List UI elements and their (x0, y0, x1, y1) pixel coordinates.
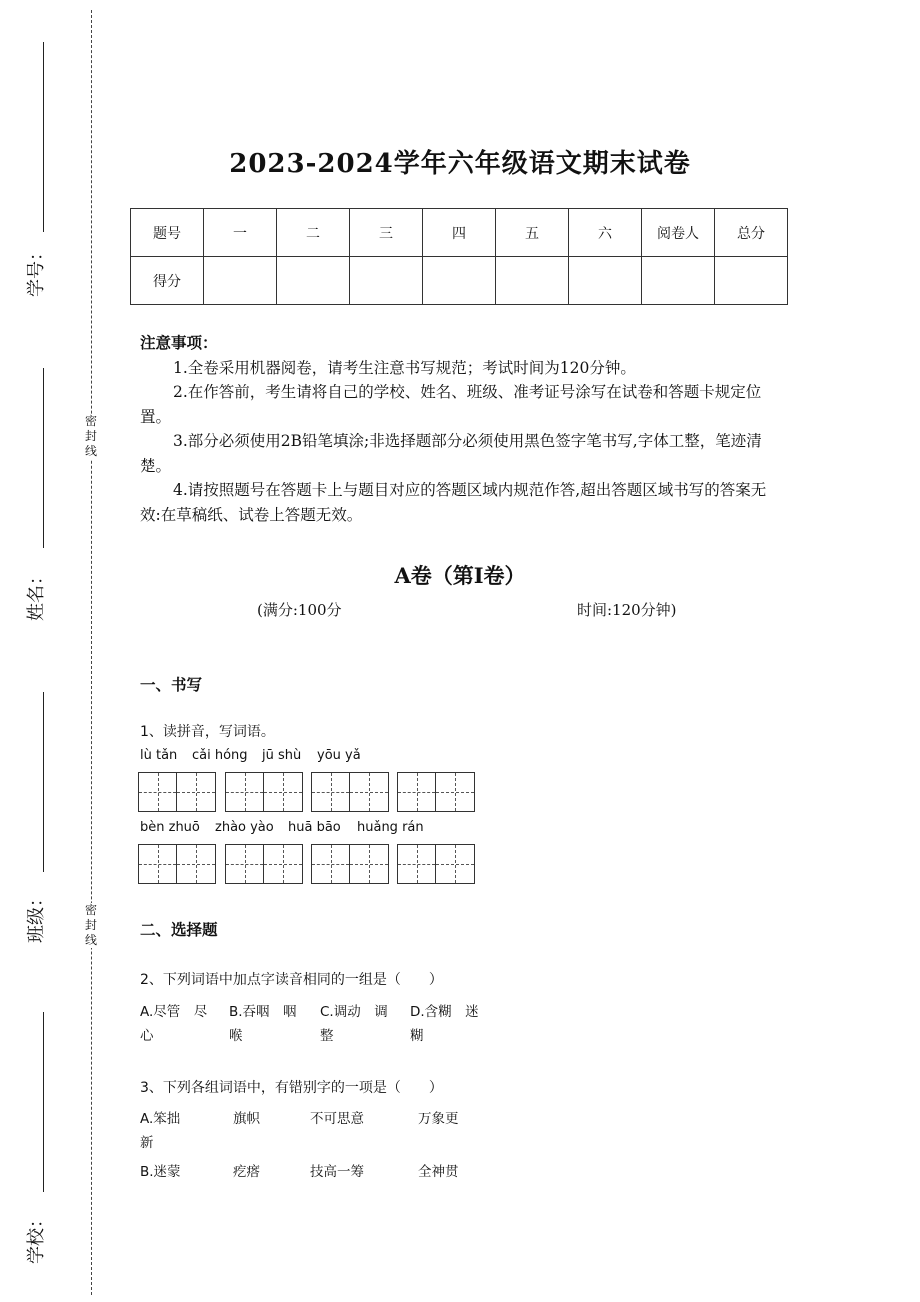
option-text: 万象更 (418, 1111, 459, 1127)
question-2: 2、下列词语中加点字读音相同的一组是（ ） (140, 972, 443, 988)
option-d-line2: 糊 (410, 1028, 424, 1044)
writing-cell[interactable] (264, 845, 302, 883)
option-text: 疙瘩 (233, 1164, 260, 1180)
section-title: 一、书写 (140, 675, 203, 694)
writing-grid[interactable] (138, 772, 216, 812)
score-table (130, 208, 788, 305)
writing-cell[interactable] (312, 845, 350, 883)
writing-cell[interactable] (177, 845, 215, 883)
option-text: B.迷蒙 (140, 1164, 181, 1180)
volume-title: A卷（第Ⅰ卷） (394, 563, 526, 588)
pinyin: lù tǎn (140, 748, 178, 763)
writing-cell[interactable] (350, 773, 388, 811)
writing-cell[interactable] (312, 773, 350, 811)
pinyin: yōu yǎ (317, 748, 361, 763)
seal-text-top: 密封线 (82, 414, 100, 459)
writing-cell[interactable] (139, 845, 177, 883)
name-label: 姓名： (26, 567, 47, 621)
score-cell[interactable] (642, 257, 715, 305)
score-cell[interactable] (715, 257, 788, 305)
writing-cell[interactable] (398, 845, 436, 883)
option-text: A.笨拙 (140, 1111, 181, 1127)
writing-grid[interactable] (138, 844, 216, 884)
score-table-header-row (131, 209, 788, 257)
score-table-score-row (131, 257, 788, 305)
table-cell: 六 (569, 209, 642, 257)
question-3: 3、下列各组词语中，有错别字的一项是（ ） (140, 1080, 443, 1096)
writing-grid[interactable] (311, 772, 389, 812)
pinyin: jū shù (262, 748, 302, 763)
student-id-line (43, 42, 44, 232)
writing-cell[interactable] (350, 845, 388, 883)
option-b-line1: B.吞咽 咽 (229, 1004, 297, 1020)
writing-cell[interactable] (226, 845, 264, 883)
score-cell[interactable] (496, 257, 569, 305)
option-text: 新 (140, 1135, 154, 1151)
school-label: 学校： (26, 1210, 47, 1264)
option-text: 技高一筹 (310, 1164, 364, 1180)
writing-grid[interactable] (311, 844, 389, 884)
exam-time: 时间:120分钟) (577, 601, 677, 619)
score-cell[interactable] (277, 257, 350, 305)
writing-cell[interactable] (226, 773, 264, 811)
pinyin: bèn zhuō (140, 820, 200, 835)
score-cell[interactable] (204, 257, 277, 305)
writing-cell[interactable] (177, 773, 215, 811)
binding-dashed-line (91, 10, 92, 1295)
class-line (43, 692, 44, 872)
table-cell: 一 (204, 209, 277, 257)
seal-text-bottom: 密封线 (82, 903, 100, 948)
table-cell: 三 (350, 209, 423, 257)
table-cell: 题号 (131, 209, 204, 257)
notice-item: 1.全卷采用机器阅卷，请考生注意书写规范；考试时间为120分钟。 (173, 358, 636, 377)
option-d-line1: D.含糊 迷 (410, 1004, 479, 1020)
option-text: 不可思意 (310, 1111, 364, 1127)
table-cell: 总分 (715, 209, 788, 257)
class-label: 班级： (26, 889, 47, 943)
score-cell[interactable] (423, 257, 496, 305)
option-c-line1: C.调动 调 (320, 1004, 388, 1020)
notice-item: 3.部分必须使用2B铅笔填涂;非选择题部分必须使用黑色签字笔书写,字体工整，笔迹清楚。 (140, 432, 762, 475)
exam-title: 2023-2024学年六年级语文期末试卷 (229, 149, 691, 179)
writing-cell[interactable] (398, 773, 436, 811)
pinyin: huǎng rán (357, 820, 424, 835)
question-1: 1、读拼音，写词语。 (140, 724, 275, 740)
student-id-label: 学号： (26, 243, 47, 297)
table-cell: 四 (423, 209, 496, 257)
writing-cell[interactable] (436, 845, 474, 883)
notice-heading: 注意事项： (140, 333, 218, 352)
school-line (43, 1012, 44, 1192)
option-b-line2: 喉 (229, 1028, 243, 1044)
table-cell: 五 (496, 209, 569, 257)
table-cell: 二 (277, 209, 350, 257)
writing-grid[interactable] (225, 772, 303, 812)
pinyin: huā bāo (288, 820, 341, 835)
pinyin: zhào yào (215, 820, 274, 835)
table-cell: 阅卷人 (642, 209, 715, 257)
writing-grid[interactable] (397, 844, 475, 884)
option-text: 旗帜 (233, 1111, 260, 1127)
section-title: 二、选择题 (140, 920, 218, 939)
writing-cell[interactable] (139, 773, 177, 811)
full-score: (满分:100分 (257, 601, 342, 619)
table-cell: 得分 (131, 257, 204, 305)
option-a-line1: A.尽管 尽 (140, 1004, 208, 1020)
writing-grid[interactable] (225, 844, 303, 884)
pinyin: cǎi hóng (192, 748, 248, 763)
name-line (43, 368, 44, 548)
score-cell[interactable] (569, 257, 642, 305)
option-text: 全神贯 (418, 1164, 459, 1180)
option-a-line2: 心 (140, 1028, 154, 1044)
notice-item: 4.请按照题号在答题卡上与题目对应的答题区域内规范作答,超出答题区域书写的答案无效:在草稿纸、试卷上答题无效。 (140, 481, 767, 524)
writing-cell[interactable] (264, 773, 302, 811)
writing-grid[interactable] (397, 772, 475, 812)
writing-cell[interactable] (436, 773, 474, 811)
score-cell[interactable] (350, 257, 423, 305)
notice-item: 2.在作答前，考生请将自己的学校、姓名、班级、准考证号涂写在试卷和答题卡规定位置。 (140, 383, 762, 426)
notice-block (140, 331, 785, 527)
option-c-line2: 整 (320, 1028, 334, 1044)
